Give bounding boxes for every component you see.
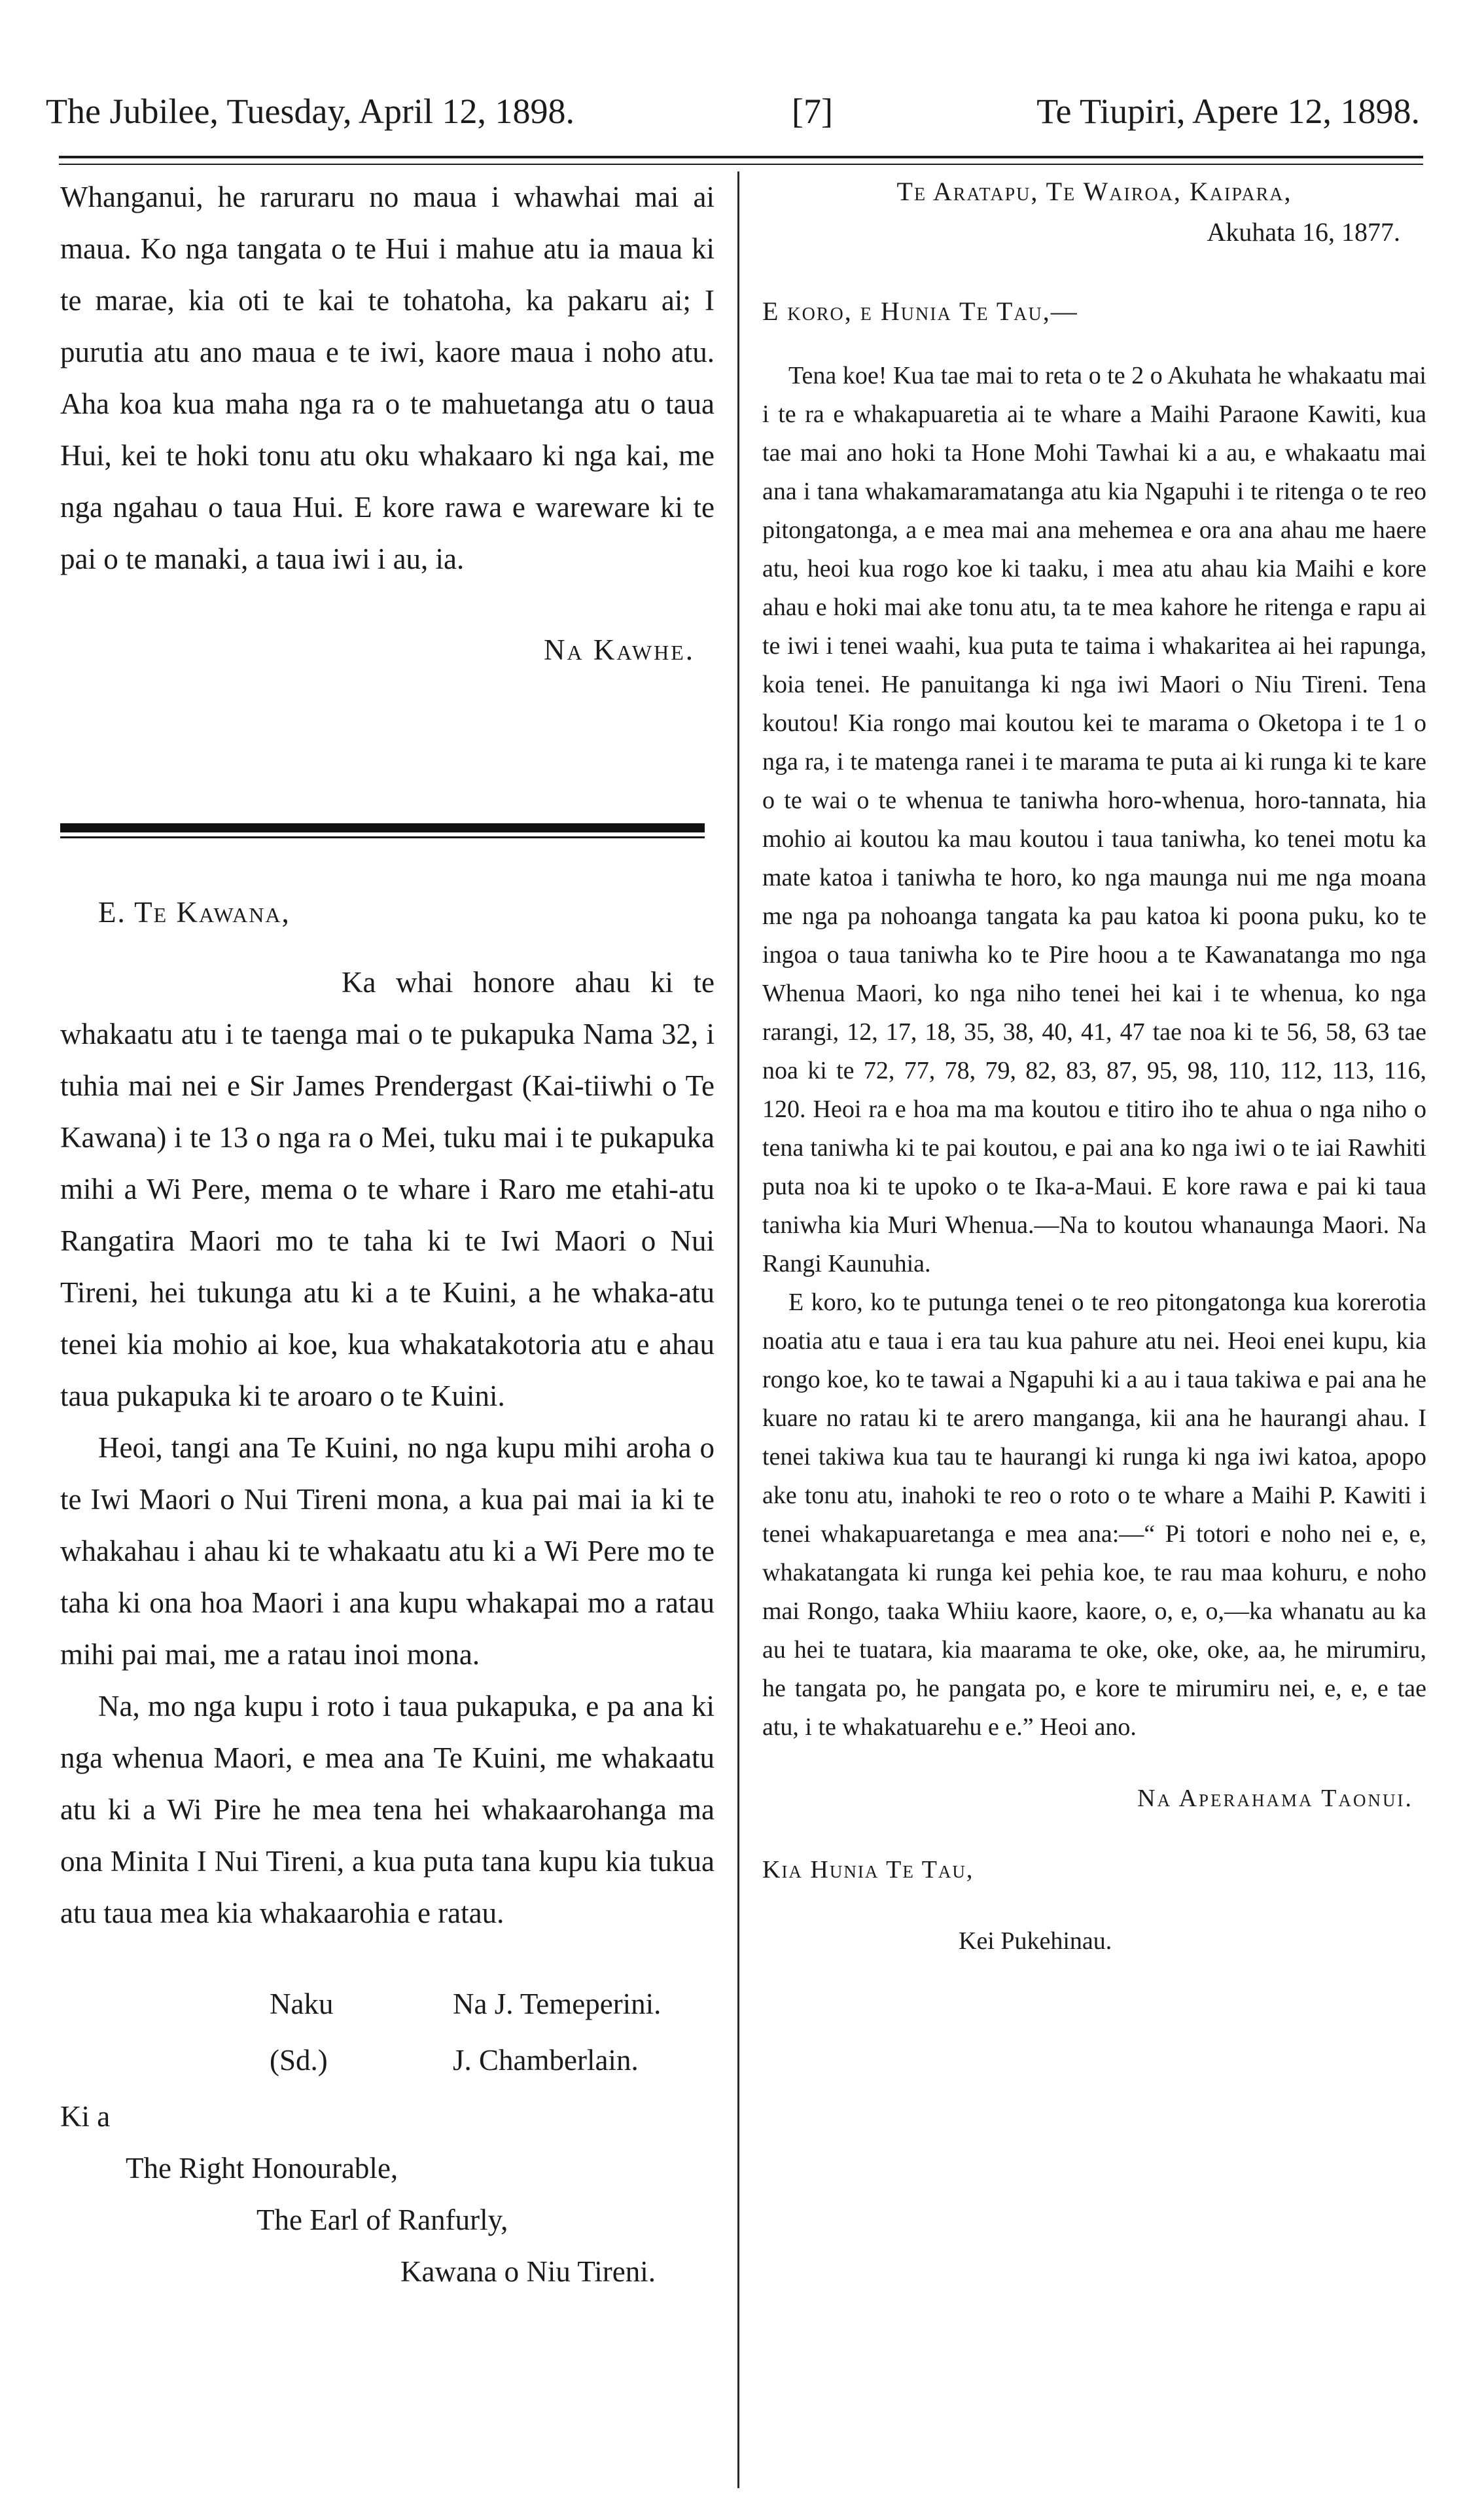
letter-signoff: Na Aperahama Taonui. (1137, 1785, 1413, 1812)
address-line: Ki a (60, 2100, 111, 2133)
letter-paragraph-2: Heoi, tangi ana Te Kuini, no nga kupu mihi aroha o te Iwi Maori o Nui Tireni mona, a kua pai mai ia ki te whakahau i ahau ki te whakaatu atu ki a Wi Pere mo te taha ki ona hoa Maori i ana kupu whakapai mo a ratau mihi pai mai, me a ratau inoi mona. (60, 1431, 715, 1671)
letter-date: Akuhata 16, 1877. (1207, 217, 1400, 247)
letter-paragraph-1: Ka whai honore ahau ki te whakaatu atu i te taenga mai o te pukapuka Nama 32, i tuhia mai nei e Sir James Prendergast (Kai-tiiwhi o Te Kawana) i te 13 o nga ra o Mei, tuku mai i te pukapuka mihi a Wi Pere, mema o te whare i Raro me etahi-atu Rangatira Maori mo te taha ki te Iwi Maori o Nui Tireni, hei tukunga atu ki a te Kuini, a he whaka-atu tenei kia mohio ai koe, kua whakatakotoria atu e ahau taua pukapuka ki te aroaro o te Kuini. (60, 966, 715, 1412)
section-rule-thin (60, 836, 705, 838)
article-signoff: Na Kawhe. (543, 633, 695, 666)
signature-prefix: (Sd.) (270, 2044, 328, 2077)
signature-prefix: Naku (270, 1988, 334, 2020)
column-divider (737, 171, 739, 2488)
letter-recipient: Kia Hunia Te Tau, (762, 1856, 974, 1883)
address-line: The Right Honourable, (126, 2152, 398, 2185)
letter-place: Te Aratapu, Te Wairoa, Kaipara, (896, 177, 1292, 206)
signature-row-1 (60, 1978, 715, 2035)
right-column-letter (762, 171, 1426, 1961)
left-column-top-article (60, 171, 715, 676)
signature-name: Na J. Temeperini. (453, 1988, 662, 2020)
letter-paragraph-3: Na, mo nga kupu i roto i taua pukapuka, e pa ana ki nga whenua Maori, e mea ana Te Kuini, me whakaatu atu ki a Wi Pire he mea tena hei whakaarohanga ma ona Minita I Nui Tireni, a kua puta tana kupu kia tukua atu taua mea kia whakaarohia e ratau. (60, 1690, 715, 1929)
header-rule-thick (59, 156, 1423, 158)
address-line: The Earl of Ranfurly, (256, 2203, 508, 2236)
header-rule-thin (59, 164, 1423, 165)
page-number: [7] (792, 92, 833, 131)
letter-salutation: E. Te Kawana, (98, 896, 291, 929)
section-rule-heavy (60, 823, 705, 832)
signature-row-2 (60, 2035, 715, 2091)
article-paragraph: Whanganui, he raruraru no maua i whawhai mai ai maua. Ko nga tangata o te Hui i mahue atu ia maua ki te marae, kia oti te kai te tohatoha, ka pakaru ai; I purutia atu ano maua e te iwi, kaore maua i noho atu. Aha koa kua maha nga ra o te mahuetanga atu o taua Hui, kei te hoki tonu atu oku whakaaro ki nga kai, me nga ngahau o taua Hui. E kore rawa e wareware ki te pai o te manaki, a taua iwi i au, ia. (60, 181, 715, 575)
letter-paragraph-2: E koro, ko te putunga tenei o te reo pitongatonga kua korerotia noatia atu e taua i era tau kua pahure atu nei. Heoi enei kupu, kia rongo koe, ko te tawai a Ngapuhi ki a au i taua takiwa e pai ana he kuare no ratau ki te arero manganga, kii ana he haurangi ahau. I tenei takiwa kua tau te haurangi ki runga ki nga iwi katoa, apopo ake tonu atu, inahoki te reo o roto o te whare a Maihi P. Kawiti i tenei whakapuaretanga e mea ana:—“ Pi totori e noho nei e, e, whakatangata ki runga kei pehia koe, te rau maa kohuru, e noho mai Rongo, taaka Whiiu kaore, kaore, o, e, o,—ka whanatu au ka au hei te tuatara, kia maarama te oke, oke, oke, aa, he mirumiru, he tangata po, he pangata po, e kore te mirumiru nei, e, e, e tae atu, i te whakatuarehu e e.” Heoi ano. (762, 1289, 1426, 1741)
signature-name: J. Chamberlain. (453, 2044, 639, 2077)
header-left-title: The Jubilee, Tuesday, April 12, 1898. (46, 92, 574, 131)
header-right-title: Te Tiupiri, Apere 12, 1898. (1036, 92, 1420, 131)
left-column-letter (60, 887, 715, 2298)
page-header (46, 85, 1420, 137)
letter-greeting: E koro, e Hunia Te Tau,— (762, 296, 1078, 326)
letter-paragraph-1: Tena koe! Kua tae mai to reta o te 2 o Akuhata he whakaatu mai i te ra e whakapuaretia ai te whare a Maihi Paraone Kawiti, kua tae mai ano hoki ta Hone Mohi Tawhai ki a au, e whakaatu mai ana i tana whakamaramatanga atu kia Ngapuhi i te ritenga o te reo pitongatonga, a e mea mai ana mehemea e ora ana ahau me haere atu, heoi kua rogo koe ki taaku, i mea atu ahau kia Maihi e kore ahau e hoki mai ake tonu atu, ta te mea kahore he ritenga e rapu ai te iwi i tenei waahi, kua puta te taima i whakaritea ai hei rapunga, koia tenei. He panuitanga ki nga iwi Maori o Niu Tireni. Tena koutou! Kia rongo mai koutou kei te marama o Oketopa i te 1 o nga ra, i te matenga ranei i te marama te puta ai ki runga ki te kare o te wai o te whenua te taniwha horo-whenua, horo-tannata, hia mohio ai koutou ka mau koutou i taua taniwha, ko tenei motu ka mate katoa i taniwha te horo, ko nga maunga nui me nga moana me nga pa nohoanga tangata ka pau katoa ki poona puku, ko te ingoa o taua taniwha ko te Pire hoou a te Kawanatanga mo nga Whenua Maori, ko nga niho tenei hei kai i te whenua, ko nga rarangi, 12, 17, 18, 35, 38, 40, 41, 47 tae noa ki te 56, 58, 63 tae noa ki te 72, 77, 78, 79, 82, 83, 87, 95, 98, 110, 112, 113, 116, 120. Heoi ra e hoa ma ma koutou e titiro iho te ahua o nga niho o tena taniwha ki te pai koutou, e pai ana ko nga iwi o te iai Rawhiti puta noa ki te upoko o te Ika-a-Maui. E kore rawa e pai ki taua taniwha kia Muri Whenua.—Na to koutou whanaunga Maori. Na Rangi Kaunuhia. (762, 362, 1426, 1277)
recipient-place: Kei Pukehinau. (959, 1927, 1112, 1955)
address-line: Kawana o Niu Tireni. (400, 2255, 656, 2288)
